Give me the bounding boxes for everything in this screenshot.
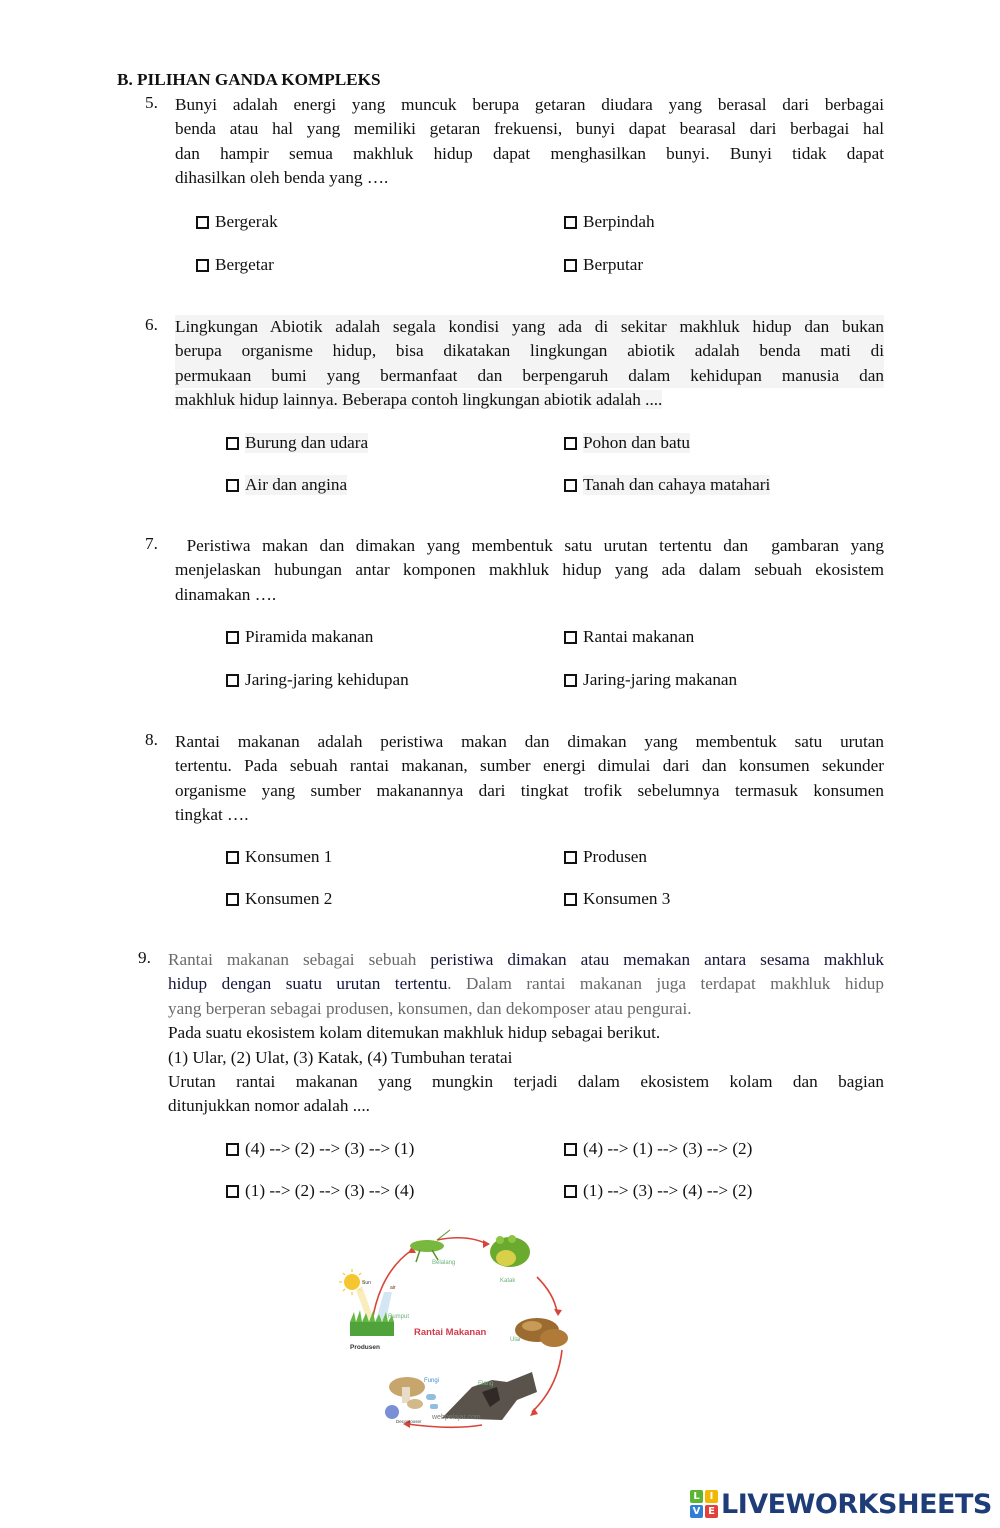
option-checkbox[interactable] [226, 475, 347, 495]
option-label: Jaring-jaring kehidupan [245, 670, 409, 689]
svg-text:Decomposer: Decomposer [396, 1419, 422, 1424]
option-checkbox[interactable] [564, 847, 647, 867]
option-checkbox[interactable] [196, 212, 278, 232]
checkbox-icon[interactable] [564, 851, 577, 864]
checkbox-icon[interactable] [226, 631, 239, 644]
option-checkbox[interactable] [564, 433, 690, 453]
option-checkbox[interactable] [564, 475, 770, 495]
option-checkbox[interactable] [226, 433, 368, 453]
svg-text:webpelajar.com: webpelajar.com [432, 1414, 481, 1421]
option-label: Berpindah [583, 212, 655, 231]
checkbox-icon[interactable] [226, 851, 239, 864]
option-label: Konsumen 1 [245, 847, 333, 866]
option-checkbox[interactable] [564, 255, 643, 275]
food-chain-diagram [332, 1222, 588, 1430]
checkbox-icon[interactable] [564, 259, 577, 272]
checkbox-icon[interactable] [226, 893, 239, 906]
option-label: Bergetar [215, 255, 274, 274]
checkbox-icon[interactable] [564, 437, 577, 450]
option-checkbox[interactable] [226, 1181, 414, 1201]
option-checkbox[interactable] [564, 1181, 752, 1201]
logo-tiles-icon: L I V E [690, 1490, 718, 1518]
question-9 [138, 948, 884, 1119]
checkbox-icon[interactable] [564, 893, 577, 906]
section-heading: B. PILIHAN GANDA KOMPLEKS [117, 70, 381, 89]
checkbox-icon[interactable] [226, 437, 239, 450]
option-checkbox[interactable] [226, 627, 373, 647]
option-label: (4) --> (2) --> (3) --> (1) [245, 1139, 415, 1158]
option-checkbox[interactable] [564, 889, 670, 909]
question-text: Lingkungan Abiotik adalah segala kondisi yang ada di sekitar makhluk hidup dan bukan berupa organisme hidup, bisa dikatakan lingkungan abiotik adalah benda mati di permukaan bumi yang bermanfaat dan berpengaruh dalam kehidupan manusia dan makhluk hidup lainnya. Beberapa contoh lingkungan abiotik adalah .... [175, 317, 884, 410]
checkbox-icon[interactable] [226, 479, 239, 492]
question-6 [145, 315, 884, 413]
option-label: Konsumen 3 [583, 889, 671, 908]
option-label: (1) --> (3) --> (4) --> (2) [583, 1181, 753, 1200]
svg-text:Fungi: Fungi [424, 1378, 440, 1384]
checkbox-icon[interactable] [564, 1185, 577, 1198]
checkbox-icon[interactable] [564, 479, 577, 492]
question-text: Rantai makanan sebagai sebuah peristiwa dimakan atau memakan antara sesama makhluk hidup dengan suatu urutan tertentu. Dalam rantai makanan juga terdapat makhluk hidup yang berperan sebagai produsen, konsumen, dan dekomposer atau pengurai. Pada suatu ekosistem kolam ditemukan makhluk hidup sebagai berikut. (1) Ular, (2) Ulat, (3) Katak, (4) Tumbuhan teratai Urutan rantai makanan yang mungkin terjadi dalam ekosistem kolam dan bagian ditunjukkan nomor adalah .... [168, 950, 884, 1116]
option-label: Rantai makanan [583, 627, 695, 646]
option-label: Piramida makanan [245, 627, 374, 646]
option-label: Burung dan udara [245, 433, 369, 452]
logo-text: LIVEWORKSHEETS [721, 1488, 992, 1520]
option-label: (1) --> (2) --> (3) --> (4) [245, 1181, 415, 1200]
checkbox-icon[interactable] [564, 1143, 577, 1156]
option-checkbox[interactable] [564, 1139, 752, 1159]
question-text: Bunyi adalah energi yang muncuk berupa getaran diudara yang berasal dari berbagai benda atau hal yang memiliki getaran frekuensi, bunyi dapat bearasal dari berbagai hal dan hampir semua makhluk hidup dapat menghasilkan bunyi. Bunyi tidak dapat dihasilkan oleh benda yang …. [175, 95, 884, 188]
svg-text:Ular: Ular [510, 1337, 522, 1343]
liveworksheets-logo[interactable] [690, 1488, 992, 1520]
checkbox-icon[interactable] [564, 216, 577, 229]
option-label: Pohon dan batu [583, 433, 690, 452]
checkbox-icon[interactable] [564, 674, 577, 687]
svg-text:Produsen: Produsen [350, 1344, 380, 1351]
option-label: Jaring-jaring makanan [583, 670, 738, 689]
option-label: Bergerak [215, 212, 278, 231]
option-checkbox[interactable] [564, 212, 655, 232]
option-label: Konsumen 2 [245, 889, 333, 908]
svg-text:air: air [390, 1285, 396, 1291]
question-number: 8. [145, 730, 158, 749]
checkbox-icon[interactable] [196, 259, 209, 272]
option-checkbox[interactable] [226, 889, 332, 909]
sun-icon [339, 1269, 392, 1322]
checkbox-icon[interactable] [226, 1143, 239, 1156]
option-label: Air dan angina [245, 475, 348, 494]
option-label: Produsen [583, 847, 647, 866]
checkbox-icon[interactable] [226, 674, 239, 687]
question-number: 6. [145, 315, 158, 334]
question-number: 9. [138, 948, 151, 967]
svg-text:Rantai Makanan: Rantai Makanan [414, 1327, 487, 1338]
checkbox-icon[interactable] [564, 631, 577, 644]
option-checkbox[interactable] [564, 670, 737, 690]
question-number: 5. [145, 93, 158, 112]
svg-text:Belalang: Belalang [432, 1260, 456, 1266]
svg-text:Katak: Katak [500, 1278, 516, 1284]
question-5 [145, 93, 884, 191]
svg-text:Sun: Sun [362, 1280, 371, 1286]
option-checkbox[interactable] [196, 255, 274, 275]
question-7 [145, 534, 884, 607]
option-checkbox[interactable] [226, 847, 332, 867]
option-checkbox[interactable] [226, 670, 409, 690]
checkbox-icon[interactable] [196, 216, 209, 229]
option-checkbox[interactable] [564, 627, 694, 647]
option-label: Berputar [583, 255, 644, 274]
frog-icon [490, 1235, 530, 1267]
question-number: 7. [145, 534, 158, 553]
snake-icon [515, 1318, 568, 1347]
checkbox-icon[interactable] [226, 1185, 239, 1198]
option-label: Tanah dan cahaya matahari [583, 475, 771, 494]
question-8 [145, 730, 884, 828]
option-label: (4) --> (1) --> (3) --> (2) [583, 1139, 753, 1158]
eagle-icon [442, 1372, 537, 1420]
option-checkbox[interactable] [226, 1139, 414, 1159]
svg-text:Rumput: Rumput [388, 1314, 410, 1320]
question-text: Rantai makanan adalah peristiwa makan dan dimakan yang membentuk satu urutan tertentu. Pada sebuah rantai makanan, sumber energi dimulai dari dan konsumen sekunder organisme yang sumber makanannya dari tingkat trofik sebelumnya termasuk konsumen tingkat …. [175, 732, 884, 825]
question-text: Peristiwa makan dan dimakan yang membentuk satu urutan tertentu dan gambaran yang menjelaskan hubungan antar komponen makhluk hidup yang ada dalam sebuah ekosistem dinamakan …. [175, 536, 884, 604]
grasshopper-icon [410, 1230, 450, 1262]
svg-text:Elang: Elang [478, 1381, 494, 1387]
